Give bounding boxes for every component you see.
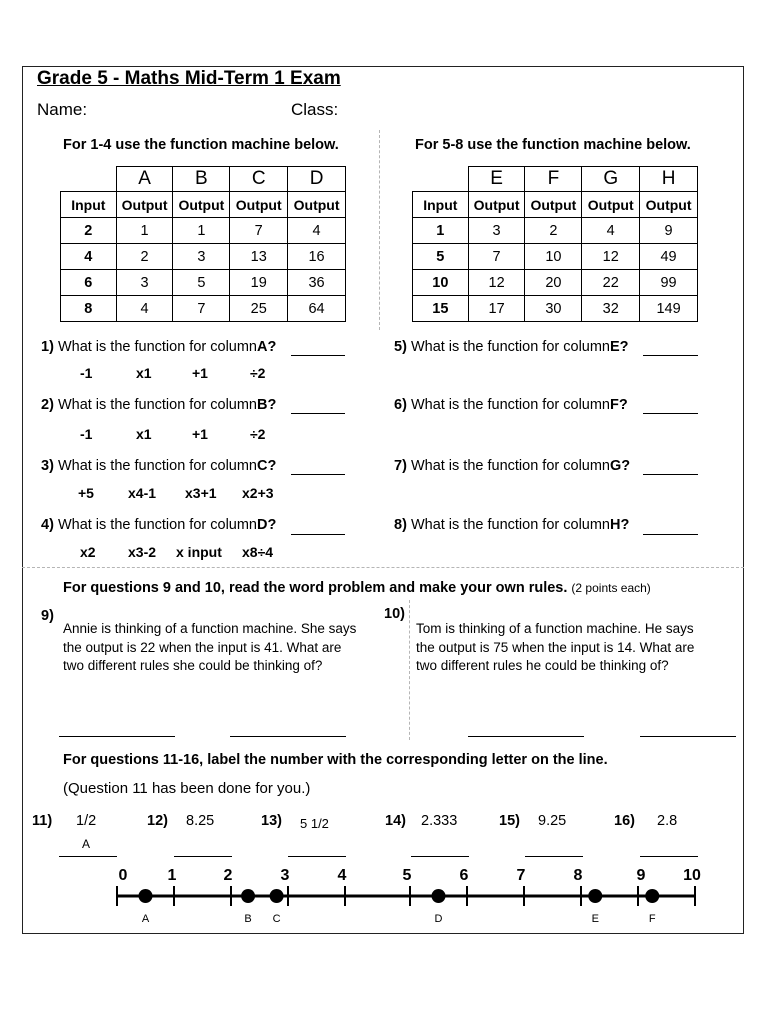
- question-12-value: 8.25: [186, 813, 215, 829]
- table-cell: 4: [288, 218, 346, 244]
- question-7: [394, 458, 630, 474]
- function-table-e-h: [412, 166, 698, 322]
- question-number: 4): [41, 517, 54, 533]
- question-number: 3): [41, 458, 54, 474]
- option: x1: [136, 426, 152, 442]
- option: +1: [192, 426, 208, 442]
- output-header: Output: [116, 192, 173, 218]
- table-cell: 20: [525, 270, 582, 296]
- question-13-value: 5 1/2: [300, 816, 329, 831]
- answer-line-10b[interactable]: [640, 736, 736, 737]
- table-cell: 13: [230, 244, 288, 270]
- instruction-11-16: For questions 11-16, label the number with the corresponding letter on the line.: [63, 752, 608, 768]
- exam-title: Grade 5 - Maths Mid-Term 1 Exam: [37, 68, 341, 89]
- function-table-a-d: [60, 166, 346, 322]
- table-cell: 16: [288, 244, 346, 270]
- output-header: Output: [173, 192, 230, 218]
- answer-line-4[interactable]: [291, 534, 345, 535]
- question-6: [394, 397, 628, 413]
- table-cell: 25: [230, 296, 288, 322]
- question-text: What is the function for column: [57, 458, 258, 474]
- option: x4-1: [128, 485, 157, 501]
- question-column: C?: [257, 458, 277, 474]
- table-cell: 10: [413, 270, 469, 296]
- question-number: 2): [41, 397, 54, 413]
- table-cell: 1: [413, 218, 469, 244]
- table-cell: 49: [640, 244, 698, 270]
- answer-line-13[interactable]: [288, 856, 346, 857]
- number-line-point: [645, 889, 659, 903]
- table-row: [413, 296, 698, 322]
- question-number: 7): [394, 458, 407, 474]
- output-header: Output: [468, 192, 525, 218]
- question-11-number: 11): [32, 813, 53, 829]
- question-3: [41, 458, 276, 474]
- answer-line-7[interactable]: [643, 474, 698, 475]
- table-cell: 7: [230, 218, 288, 244]
- table-cell: 149: [640, 296, 698, 322]
- point-label: D: [434, 913, 443, 925]
- table-cell: 7: [468, 244, 525, 270]
- column-header: A: [116, 167, 173, 192]
- answer-line-3[interactable]: [291, 474, 345, 475]
- question-column: F?: [610, 397, 628, 413]
- table-row: [61, 296, 346, 322]
- table-cell: 8: [61, 296, 117, 322]
- table-cell: 1: [116, 218, 173, 244]
- answer-line-10a[interactable]: [468, 736, 584, 737]
- table-row: [61, 270, 346, 296]
- table-cell: 2: [525, 218, 582, 244]
- divider-middle: [409, 600, 410, 740]
- table-cell: 4: [116, 296, 173, 322]
- question-text: What is the function for column: [410, 517, 611, 533]
- table-row: [61, 244, 346, 270]
- table-cell: 12: [582, 244, 640, 270]
- option: -1: [80, 365, 93, 381]
- tick-label: 0: [118, 867, 128, 884]
- question-text: What is the function for column: [57, 339, 258, 355]
- question-5: [394, 339, 629, 355]
- table-corner: [61, 167, 117, 192]
- table-row: [413, 244, 698, 270]
- tick-label: 7: [516, 867, 526, 884]
- number-line-point: [270, 889, 284, 903]
- number-line-point: [432, 889, 446, 903]
- point-label: B: [244, 913, 252, 925]
- question-9-number: 9): [41, 608, 54, 624]
- option: x2+3: [242, 485, 274, 501]
- question-text: What is the function for column: [410, 458, 611, 474]
- table-cell: 2: [116, 244, 173, 270]
- divider-top: [379, 130, 380, 330]
- question-8: [394, 517, 629, 533]
- table-cell: 22: [582, 270, 640, 296]
- point-label: E: [591, 913, 599, 925]
- instruction-text: For questions 9 and 10, read the word problem and make your own rules.: [63, 580, 568, 596]
- question-number: 1): [41, 339, 54, 355]
- answer-line-8[interactable]: [643, 534, 698, 535]
- question-11-note: (Question 11 has been done for you.): [63, 780, 311, 797]
- tick-label: 4: [337, 867, 347, 884]
- number-line-point: [139, 889, 153, 903]
- table-cell: 3: [173, 244, 230, 270]
- number-line: [0, 860, 768, 930]
- input-header: Input: [61, 192, 117, 218]
- option: x input: [176, 544, 222, 560]
- question-column: A?: [257, 339, 277, 355]
- question-11-answer: A: [82, 837, 91, 851]
- answer-line-1[interactable]: [291, 355, 345, 356]
- instruction-1-4: For 1-4 use the function machine below.: [63, 137, 339, 153]
- question-2: [41, 397, 276, 413]
- question-column: G?: [610, 458, 631, 474]
- question-column: H?: [610, 517, 630, 533]
- table-cell: 7: [173, 296, 230, 322]
- option: x3-2: [128, 544, 157, 560]
- number-line-point: [241, 889, 255, 903]
- table-corner: [413, 167, 469, 192]
- table-cell: 19: [230, 270, 288, 296]
- column-header: C: [230, 167, 288, 192]
- output-header: Output: [525, 192, 582, 218]
- tick-label: 8: [573, 867, 583, 884]
- output-header: Output: [640, 192, 698, 218]
- option: ÷2: [250, 365, 266, 381]
- tick-label: 2: [223, 867, 233, 884]
- class-label: Class:: [291, 100, 339, 119]
- option: x1: [136, 365, 152, 381]
- answer-line-15[interactable]: [525, 856, 583, 857]
- question-number: 5): [394, 339, 407, 355]
- answer-line-11[interactable]: [59, 856, 117, 857]
- question-10-number: 10): [384, 606, 405, 622]
- question-15-value: 9.25: [538, 813, 567, 829]
- answer-line-14[interactable]: [411, 856, 469, 857]
- question-12-number: 12): [147, 813, 168, 829]
- table-cell: 5: [413, 244, 469, 270]
- section-divider: [22, 567, 744, 568]
- question-14-number: 14): [385, 813, 406, 829]
- column-header: G: [582, 167, 640, 192]
- table-row: [413, 218, 698, 244]
- question-number: 8): [394, 517, 407, 533]
- question-1: [41, 339, 276, 355]
- question-14-value: 2.333: [421, 813, 458, 829]
- table-cell: 3: [468, 218, 525, 244]
- input-header: Input: [413, 192, 469, 218]
- option: x2: [80, 544, 96, 560]
- table-cell: 6: [61, 270, 117, 296]
- question-15-number: 15): [499, 813, 520, 829]
- table-cell: 9: [640, 218, 698, 244]
- table-cell: 36: [288, 270, 346, 296]
- question-11-value: 1/2: [76, 813, 97, 829]
- answer-line-5[interactable]: [643, 355, 698, 356]
- column-header: D: [288, 167, 346, 192]
- table-cell: 17: [468, 296, 525, 322]
- question-text: What is the function for column: [57, 517, 258, 533]
- output-header: Output: [288, 192, 346, 218]
- column-header: F: [525, 167, 582, 192]
- answer-line-12[interactable]: [174, 856, 232, 857]
- option: ÷2: [250, 426, 266, 442]
- points-note: (2 points each): [571, 581, 651, 595]
- tick-label: 3: [280, 867, 290, 884]
- option: x8÷4: [242, 544, 274, 560]
- option: +5: [78, 485, 94, 501]
- table-cell: 64: [288, 296, 346, 322]
- question-column: B?: [257, 397, 277, 413]
- table-cell: 3: [116, 270, 173, 296]
- table-cell: 4: [582, 218, 640, 244]
- output-header: Output: [582, 192, 640, 218]
- column-header: H: [640, 167, 698, 192]
- tick-label: 6: [459, 867, 469, 884]
- table-cell: 10: [525, 244, 582, 270]
- table-cell: 5: [173, 270, 230, 296]
- table-cell: 99: [640, 270, 698, 296]
- table-row: [413, 270, 698, 296]
- answer-line-16[interactable]: [640, 856, 698, 857]
- point-label: A: [141, 913, 150, 925]
- question-16-number: 16): [614, 813, 635, 829]
- point-label: C: [272, 913, 281, 925]
- instruction-5-8: For 5-8 use the function machine below.: [415, 137, 691, 153]
- table-cell: 2: [61, 218, 117, 244]
- question-number: 6): [394, 397, 407, 413]
- question-9-text: Annie is thinking of a function machine. She says the output is 22 when the input is 41. What are two different rules she could be thinking of?: [63, 621, 357, 673]
- answer-line-9a[interactable]: [59, 736, 175, 737]
- question-4: [41, 517, 276, 533]
- option: +1: [192, 365, 208, 381]
- question-16-value: 2.8: [657, 813, 678, 829]
- option: x3+1: [185, 485, 217, 501]
- question-column: D?: [257, 517, 277, 533]
- table-cell: 12: [468, 270, 525, 296]
- question-text: What is the function for column: [57, 397, 258, 413]
- question-10-text: Tom is thinking of a function machine. He says the output is 75 when the input is 14. What are two different rules he could be thinking of?: [416, 621, 695, 673]
- column-header: E: [468, 167, 525, 192]
- table-row: [61, 218, 346, 244]
- table-cell: 4: [61, 244, 117, 270]
- table-cell: 1: [173, 218, 230, 244]
- point-label: F: [648, 913, 656, 925]
- tick-label: 9: [636, 867, 646, 884]
- answer-line-6[interactable]: [643, 413, 698, 414]
- question-13-number: 13): [261, 813, 282, 829]
- tick-label: 10: [683, 867, 701, 884]
- option: -1: [80, 426, 93, 442]
- name-label: Name:: [37, 100, 88, 119]
- answer-line-2[interactable]: [291, 413, 345, 414]
- table-cell: 15: [413, 296, 469, 322]
- output-header: Output: [230, 192, 288, 218]
- question-text: What is the function for column: [410, 397, 611, 413]
- instruction-9-10: [63, 580, 651, 596]
- question-text: What is the function for column: [410, 339, 611, 355]
- question-column: E?: [610, 339, 629, 355]
- column-header: B: [173, 167, 230, 192]
- number-line-point: [588, 889, 602, 903]
- table-cell: 30: [525, 296, 582, 322]
- tick-label: 1: [167, 867, 177, 884]
- answer-line-9b[interactable]: [230, 736, 346, 737]
- tick-label: 5: [402, 867, 412, 884]
- table-cell: 32: [582, 296, 640, 322]
